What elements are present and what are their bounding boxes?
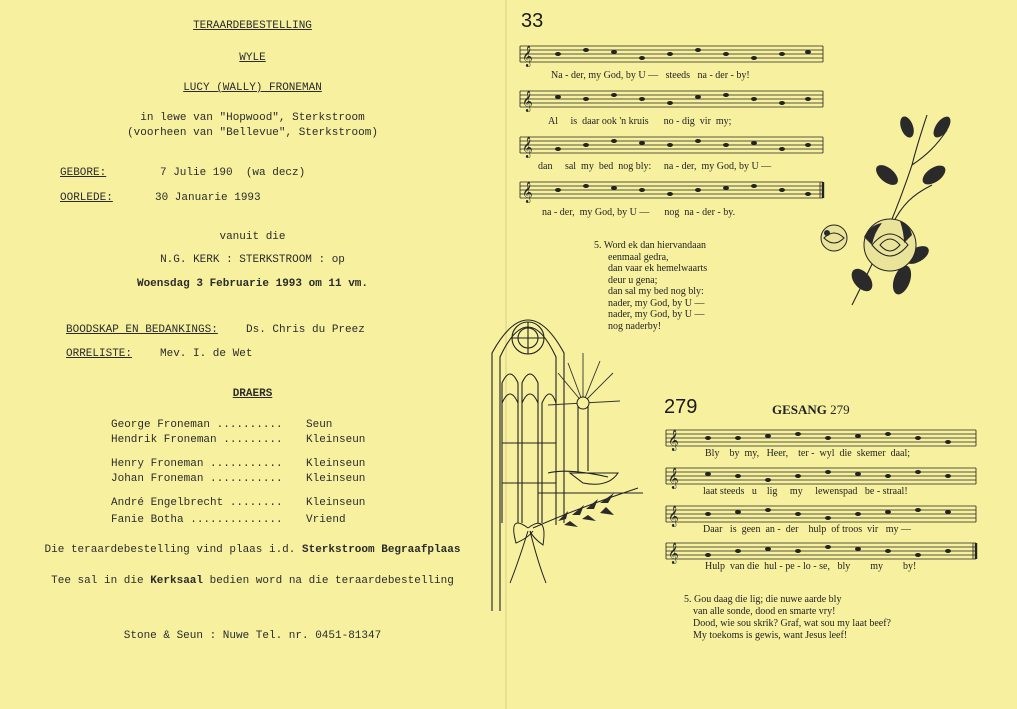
from-text: vanuit die — [219, 231, 286, 243]
church-line: N.G. KERK : STERKSTROOM : op — [160, 254, 345, 266]
svg-text:𝄞: 𝄞 — [522, 46, 533, 67]
hymn-33-staff — [518, 40, 828, 70]
bearer-name: Johan Froneman ........... — [111, 473, 283, 485]
verse-line: eenmaal gedra, — [608, 251, 669, 263]
gesang-number: 279 — [830, 402, 850, 417]
hymn-279-lyric-line: Daar is geen an - der hulp of troos vir my — — [703, 524, 912, 535]
gesang-label: GESANG — [772, 402, 827, 417]
address-line-2: (voorheen van "Bellevue", Sterkstroom) — [127, 127, 378, 139]
bearer-name: George Froneman .......... — [111, 419, 283, 431]
bearer-relation: Kleinseun — [306, 497, 366, 509]
tea-venue: Kerksaal — [150, 575, 203, 587]
hymn-279-title — [772, 402, 850, 418]
hymn-33-lyric-line: dan sal my bed nog bly: na - der, my God, by U — — [538, 161, 772, 172]
svg-text:𝄞: 𝄞 — [522, 137, 533, 158]
burial-place: Sterkstroom Begraafplaas — [302, 544, 461, 556]
verse-line: dan vaar ek hemelwaarts — [608, 263, 708, 274]
tea-line — [0, 575, 505, 587]
bearers-title: DRAERS — [232, 388, 273, 400]
hymn-33-staff — [518, 176, 830, 206]
hymn-33-staff — [518, 131, 828, 161]
hymn-33-staff — [518, 85, 828, 115]
wyle-label: WYLE — [239, 52, 266, 64]
hymn-33-lyric-line: Al is daar ook 'n kruis no - dig vir my; — [548, 116, 732, 127]
hymn-279-verse-5 — [684, 594, 891, 642]
svg-text:𝄞: 𝄞 — [522, 182, 533, 203]
hymn-279-number: 279 — [664, 396, 698, 418]
bearer-name: Fanie Botha .............. — [111, 514, 283, 526]
verse-line: 5. Word ek dan hiervandaan — [594, 240, 707, 251]
bearer-name: Henry Froneman ........... — [111, 458, 283, 470]
verse-line: nader, my God, by U — — [608, 309, 705, 320]
address-line-1: in lewe van "Hopwood", Sterkstroom — [140, 112, 365, 124]
burial-text: Die teraardebestelling vind plaas i.d. — [44, 544, 302, 556]
bearer-relation: Kleinseun — [306, 458, 366, 470]
born-value: 7 Julie 190 (wa decz) — [160, 167, 306, 179]
verse-line: dan sal my bed nog bly: — [608, 286, 704, 297]
svg-text:𝄞: 𝄞 — [668, 543, 679, 564]
svg-text:𝄞: 𝄞 — [668, 430, 679, 451]
hymn-33-number: 33 — [521, 10, 544, 32]
verse-line: deur u gena; — [608, 274, 658, 286]
rose-illustration — [812, 105, 962, 315]
died-value: 30 Januarie 1993 — [155, 192, 261, 204]
tea-text-b: bedien word na die teraardebestelling — [203, 575, 454, 587]
born-label: GEBORE: — [60, 167, 107, 179]
verse-line: Dood, wie sou skrik? Graf, wat sou my laat beef? — [693, 618, 891, 629]
church-window-illustration — [488, 293, 653, 613]
hymn-33-lyric-line: na - der, my God, by U — nog na - der - by. — [542, 207, 736, 218]
hymn-279-lyric-line: Bly by my, Heer, ter - wyl die skemer daal; — [705, 448, 911, 459]
burial-line — [0, 544, 505, 556]
service-date-time: Woensdag 3 Februarie 1993 om 11 vm. — [136, 278, 369, 290]
svg-text:𝄞: 𝄞 — [668, 506, 679, 527]
verse-line: My toekoms is gewis, want Jesus leef! — [693, 630, 848, 641]
message-label: BOODSKAP EN BEDANKINGS: — [66, 324, 218, 336]
bearer-name: Hendrik Froneman ......... — [111, 434, 283, 446]
deceased-name: LUCY (WALLY) FRONEMAN — [183, 82, 322, 94]
hymn-279-lyric-line: Hulp van die hul - pe - lo - se, bly my by! — [705, 561, 917, 572]
verse-line: nader, my God, by U — — [608, 297, 705, 309]
bearer-name: André Engelbrecht ........ — [111, 497, 283, 509]
bearer-relation: Kleinseun — [306, 473, 366, 485]
organist-label: ORRELISTE: — [66, 348, 133, 360]
verse-line: nog naderby! — [608, 320, 662, 332]
tea-text-a: Tee sal in die — [51, 575, 151, 587]
svg-text:𝄞: 𝄞 — [522, 91, 533, 112]
hymn-33-lyric-line: Na - der, my God, by U — steeds na - der - by! — [551, 70, 750, 81]
died-label: OORLEDE: — [60, 192, 113, 204]
verse-line: 5. Gou daag die lig; die nuwe aarde bly — [684, 594, 842, 605]
bearer-relation: Seun — [306, 419, 333, 431]
bearer-relation: Kleinseun — [306, 434, 366, 446]
svg-text:𝄞: 𝄞 — [668, 468, 679, 489]
undertaker-line: Stone & Seun : Nuwe Tel. nr. 0451-81347 — [123, 630, 382, 642]
organist-value: Mev. I. de Wet — [160, 348, 253, 360]
program-title: TERAARDEBESTELLING — [193, 20, 312, 32]
hymn-279-lyric-line: laat steeds u lig my lewenspad be - straal! — [703, 486, 908, 497]
verse-line: van alle sonde, dood en smarte vry! — [693, 606, 836, 617]
message-value: Ds. Chris du Preez — [246, 324, 365, 336]
bearer-relation: Vriend — [306, 514, 346, 526]
